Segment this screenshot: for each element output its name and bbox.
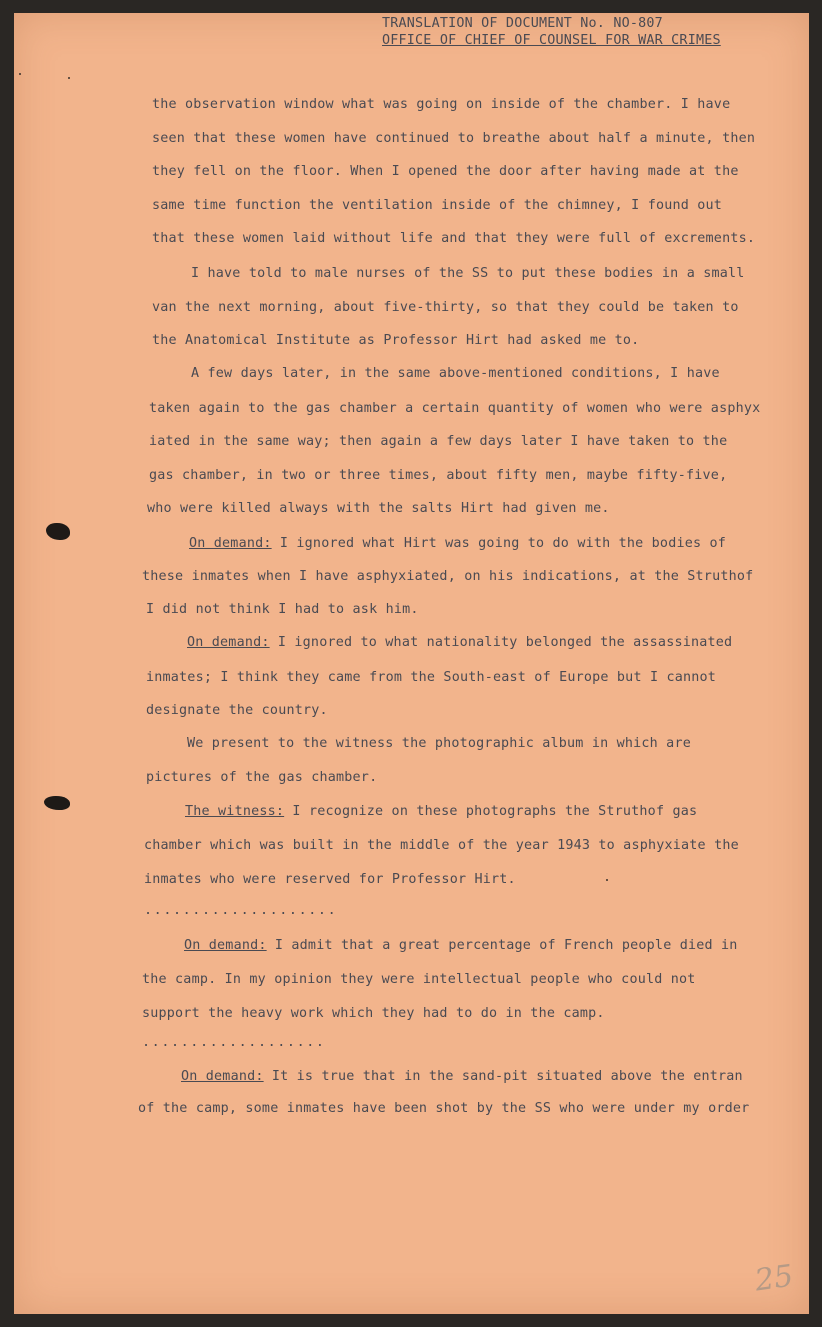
text-line: the observation window what was going on inside of the chamber. I have	[152, 97, 731, 112]
text-line: iated in the same way; then again a few days later I have taken to the	[149, 434, 728, 449]
text-line: who were killed always with the salts Hirt had given me.	[147, 501, 610, 516]
ink-speck	[19, 73, 21, 75]
text-line: chamber which was built in the middle of the year 1943 to asphyxiate the	[144, 838, 739, 853]
text-line: We present to the witness the photographic album in which are	[187, 736, 691, 751]
text-line: that these women laid without life and that they were full of excrements.	[152, 231, 756, 246]
ink-blot	[44, 796, 70, 810]
header-title: TRANSLATION OF DOCUMENT No. NO-807	[382, 16, 663, 31]
text-line	[184, 938, 738, 953]
ellipsis-separator: ...................	[142, 1035, 326, 1050]
ink-blot	[46, 523, 70, 540]
text-line	[187, 635, 732, 650]
ellipsis-separator: ....................	[144, 903, 338, 918]
on-demand-label: On demand:	[189, 536, 272, 551]
document-header	[382, 15, 751, 49]
header-office: OFFICE OF CHIEF OF COUNSEL FOR WAR CRIMES	[382, 33, 721, 48]
text-line: taken again to the gas chamber a certain quantity of women who were asphyx	[149, 401, 761, 416]
text-line: A few days later, in the same above-mentioned conditions, I have	[191, 366, 720, 381]
line-rest: I ignored what Hirt was going to do with the bodies of	[271, 536, 727, 551]
ink-speck	[68, 77, 70, 79]
line-rest: It is true that in the sand-pit situated above the entran	[263, 1069, 743, 1084]
witness-label: The witness:	[185, 804, 285, 819]
line-rest: I ignored to what nationality belonged the assassinated	[269, 635, 733, 650]
text-line: of the camp, some inmates have been shot by the SS who were under my order	[138, 1101, 750, 1116]
on-demand-label: On demand:	[187, 635, 270, 650]
text-line: same time function the ventilation inside of the chimney, I found out	[152, 198, 723, 213]
text-line: inmates who were reserved for Professor Hirt.	[144, 872, 516, 887]
on-demand-label: On demand:	[184, 938, 267, 953]
text-line: these inmates when I have asphyxiated, on his indications, at the Struthof	[142, 569, 754, 584]
line-rest: I admit that a great percentage of French people died in	[266, 938, 738, 953]
text-line: van the next morning, about five-thirty, so that they could be taken to	[152, 300, 739, 315]
text-line: the camp. In my opinion they were intellectual people who could not	[142, 972, 696, 987]
text-line: I have told to male nurses of the SS to put these bodies in a small	[191, 266, 745, 281]
document-page	[14, 13, 809, 1314]
text-line: inmates; I think they came from the South-east of Europe but I cannot	[146, 670, 717, 685]
ink-speck	[606, 879, 608, 881]
line-rest: I recognize on these photographs the Struthof gas	[284, 804, 698, 819]
text-line	[181, 1069, 743, 1084]
text-line: the Anatomical Institute as Professor Hirt had asked me to.	[152, 333, 640, 348]
text-line: gas chamber, in two or three times, about fifty men, maybe fifty-five,	[149, 468, 728, 483]
text-line: designate the country.	[146, 703, 328, 718]
text-line	[189, 536, 726, 551]
text-line: pictures of the gas chamber.	[146, 770, 378, 785]
page-number: 25	[752, 1258, 796, 1299]
text-line: seen that these women have continued to breathe about half a minute, then	[152, 131, 756, 146]
on-demand-label: On demand:	[181, 1069, 264, 1084]
text-line: support the heavy work which they had to do in the camp.	[142, 1006, 605, 1021]
text-line: they fell on the floor. When I opened the door after having made at the	[152, 164, 739, 179]
text-line	[185, 804, 697, 819]
text-line: I did not think I had to ask him.	[146, 602, 419, 617]
